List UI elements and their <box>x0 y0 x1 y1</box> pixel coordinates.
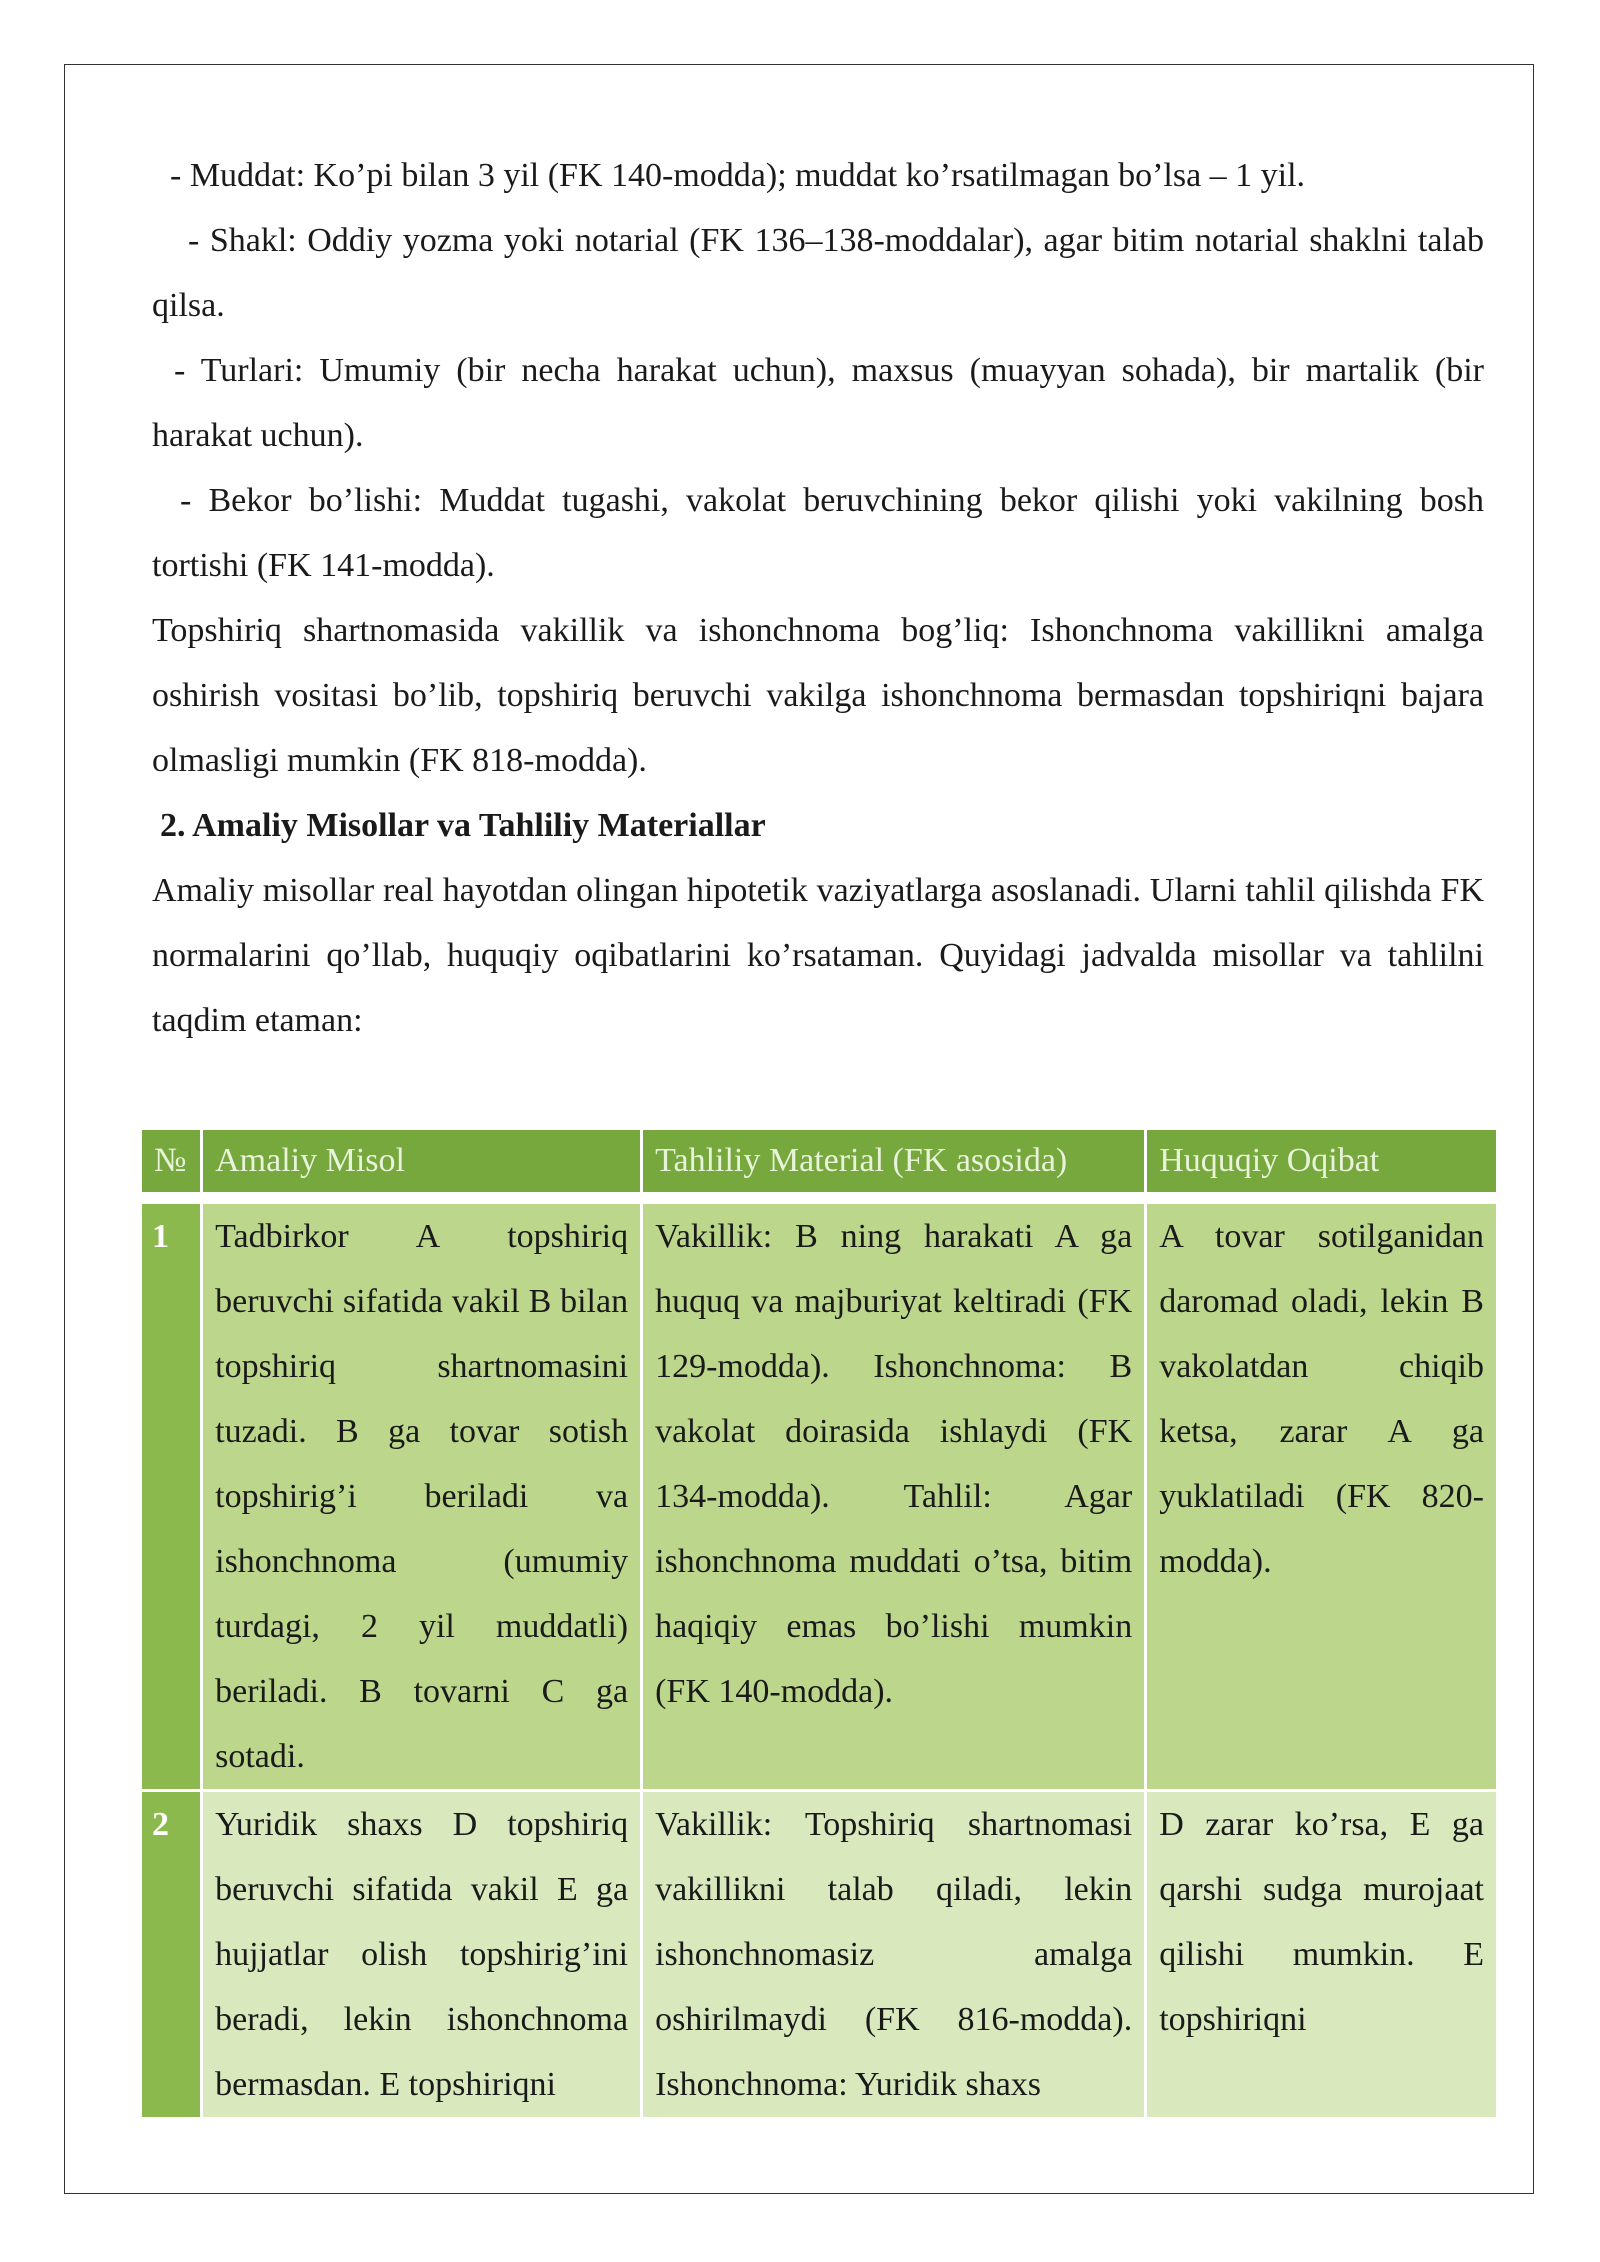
paragraph-bekor: - Bekor bo’lishi: Muddat tugashi, vakolat beruvchining bekor qilishi yoki vakilning bosh tortishi (FK 141-modda). <box>152 482 1484 584</box>
cell-analysis: Vakillik: Topshiriq shartnomasi vakillikni talab qiladi, lekin ishonchnomasiz amalga oshirilmaydi (FK 816-modda). Ishonchnoma: Yuridik shaxs <box>643 1792 1144 2117</box>
paragraph-turlari: - Turlari: Umumiy (bir necha harakat uchun), maxsus (muayyan sohada), bir martalik (bir harakat uchun). <box>152 352 1484 454</box>
cell-analysis: Vakillik: B ning harakati A ga huquq va majburiyat keltiradi (FK 129-modda). Ishonchnoma: B vakolat doirasida ishlaydi (FK 134-modda). Tahlil: Agar ishonchnoma muddati o’tsa, bitim haqiqiy emas bo’lishi mumkin (FK 140-modda). <box>643 1204 1144 1789</box>
paragraph-intro: Amaliy misollar real hayotdan olingan hipotetik vaziyatlarga asoslanadi. Ularni tahlil qilishda FK normalarini qo’llab, huquqiy oqibatlarini ko’rsataman. Quyidagi jadvalda misollar va tahlilni taqdim etaman: <box>152 872 1484 1039</box>
table-container <box>139 1127 1505 2103</box>
cell-outcome: A tovar sotilganidan daromad oladi, lekin B vakolatdan chiqib ketsa, zarar A ga yuklatiladi (FK 820-modda). <box>1147 1204 1496 1789</box>
header-outcome: Huquqiy Oqibat <box>1147 1130 1496 1192</box>
table-row <box>142 1204 1496 1789</box>
row-number: 2 <box>142 1792 200 2117</box>
table-header-row <box>142 1130 1496 1192</box>
examples-table <box>139 1127 1499 2120</box>
paragraph-topshiriq: Topshiriq shartnomasida vakillik va ishonchnoma bog’liq: Ishonchnoma vakillikni amalga oshirish vositasi bo’lib, topshiriq beruvchi vakilga ishonchnoma bermasdan topshiriqni bajara olmasligi mumkin (FK 818-modda). <box>152 612 1484 779</box>
cell-example: Tadbirkor A topshiriq beruvchi sifatida vakil B bilan topshiriq shartnomasini tuzadi. B ga tovar sotish topshirig’i beriladi va ishonchnoma (umumiy turdagi, 2 yil muddatli) beriladi. B tovarni C ga sotadi. <box>203 1204 640 1789</box>
cell-outcome: D zarar ko’rsa, E ga qarshi sudga murojaat qilishi mumkin. E topshiriqni <box>1147 1792 1496 2117</box>
paragraph-shakl: - Shakl: Oddiy yozma yoki notarial (FK 136–138-moddalar), agar bitim notarial shaklni talab qilsa. <box>152 222 1484 324</box>
table-row <box>142 1792 1496 2117</box>
row-number: 1 <box>142 1204 200 1789</box>
cell-example: Yuridik shaxs D topshiriq beruvchi sifatida vakil E ga hujjatlar olish topshirig’ini beradi, lekin ishonchnoma bermasdan. E topshiriqni <box>203 1792 640 2117</box>
section-heading: 2. Amaliy Misollar va Tahliliy Materiallar <box>160 807 766 844</box>
header-number: № <box>142 1130 200 1192</box>
header-analysis: Tahliliy Material (FK asosida) <box>643 1130 1144 1192</box>
header-example: Amaliy Misol <box>203 1130 640 1192</box>
paragraph-muddat: - Muddat: Ko’pi bilan 3 yil (FK 140-modda); muddat ko’rsatilmagan bo’lsa – 1 yil. <box>170 157 1306 194</box>
document-body <box>152 143 1484 1053</box>
